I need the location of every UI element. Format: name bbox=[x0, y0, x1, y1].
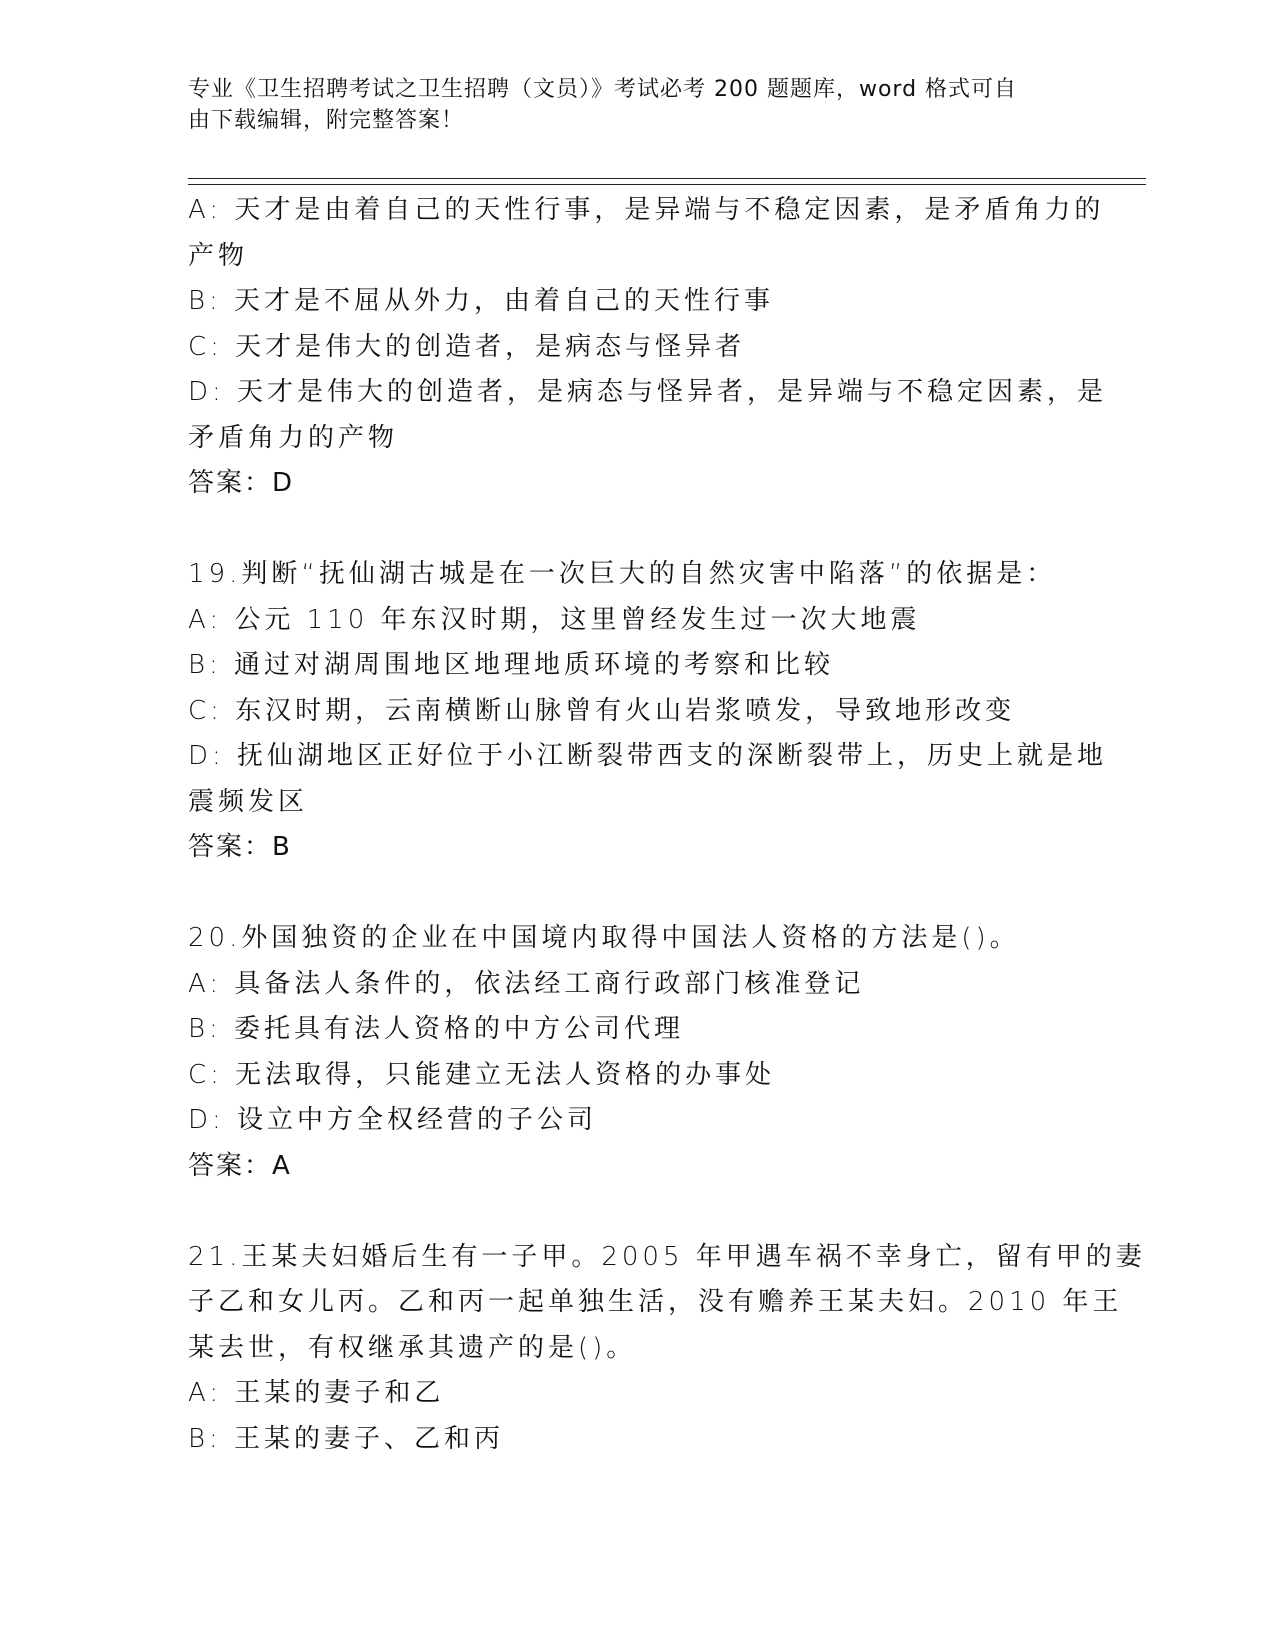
option-b: B: 天才是不屈从外力，由着自己的天性行事 bbox=[188, 286, 775, 316]
option-b: B: 通过对湖周围地区地理地质环境的考察和比较 bbox=[188, 650, 835, 680]
option-d-line-1: D: 天才是伟大的创造者，是病态与怪异者，是异端与不稳定因素，是 bbox=[188, 377, 1108, 407]
header-divider-bottom bbox=[188, 184, 1146, 185]
option-a: A: 具备法人条件的，依法经工商行政部门核准登记 bbox=[188, 968, 865, 999]
option-d-line-2: 矛盾角力的产物 bbox=[188, 422, 399, 453]
answer-18: 答案：D bbox=[188, 468, 295, 498]
question-21-stem-line-2: 子乙和女儿丙。乙和丙一起单独生活，没有赡养王某夫妇。2010 年王 bbox=[188, 1287, 1123, 1317]
option-a: A: 王某的妻子和乙 bbox=[188, 1378, 445, 1408]
option-d-line-2: 震频发区 bbox=[188, 786, 309, 817]
question-20-stem: 20.外国独资的企业在中国境内取得中国法人资格的方法是()。 bbox=[188, 923, 1020, 953]
option-a-line-1: A: 天才是由着自己的天性行事，是异端与不稳定因素，是矛盾角力的 bbox=[188, 195, 1105, 225]
spacer bbox=[188, 507, 1088, 553]
question-19-stem: 19.判断“抚仙湖古城是在一次巨大的自然灾害中陷落”的依据是： bbox=[188, 559, 1057, 589]
question-21-stem-line-1: 21.王某夫妇婚后生有一子甲。2005 年甲遇车祸不幸身亡，留有甲的妻 bbox=[188, 1241, 1146, 1272]
question-19 bbox=[188, 552, 1108, 871]
spacer bbox=[188, 1189, 1088, 1235]
option-a: A: 公元 110 年东汉时期，这里曾经发生过一次大地震 bbox=[188, 604, 921, 635]
option-c: C: 东汉时期，云南横断山脉曾有火山岩浆喷发，导致地形改变 bbox=[188, 695, 1016, 726]
header-divider-top bbox=[188, 178, 1146, 179]
option-b: B: 王某的妻子、乙和丙 bbox=[188, 1423, 505, 1454]
option-a-line-2: 产物 bbox=[188, 240, 249, 271]
option-d: D: 设立中方全权经营的子公司 bbox=[188, 1105, 598, 1135]
answer-19: 答案：B bbox=[188, 832, 292, 862]
header-line-1: 专业《卫生招聘考试之卫生招聘（文员）》考试必考 200 题题库，word 格式可自 bbox=[188, 77, 1018, 102]
option-c: C: 无法取得，只能建立无法人资格的办事处 bbox=[188, 1059, 776, 1090]
header-line-2: 由下载编辑，附完整答案！ bbox=[188, 108, 465, 133]
question-list bbox=[188, 188, 1146, 1462]
question-20 bbox=[188, 916, 1088, 1189]
question-21 bbox=[188, 1235, 1146, 1463]
option-c: C: 天才是伟大的创造者，是病态与怪异者 bbox=[188, 331, 746, 362]
document-header bbox=[188, 74, 1068, 136]
option-b: B: 委托具有法人资格的中方公司代理 bbox=[188, 1014, 685, 1044]
question-21-stem-line-3: 某去世，有权继承其遗产的是()。 bbox=[188, 1332, 637, 1363]
spacer bbox=[188, 871, 1088, 917]
answer-20: 答案：A bbox=[188, 1150, 292, 1181]
option-d-line-1: D: 抚仙湖地区正好位于小江断裂带西支的深断裂带上，历史上就是地 bbox=[188, 741, 1108, 771]
question-18-options bbox=[188, 188, 1108, 507]
